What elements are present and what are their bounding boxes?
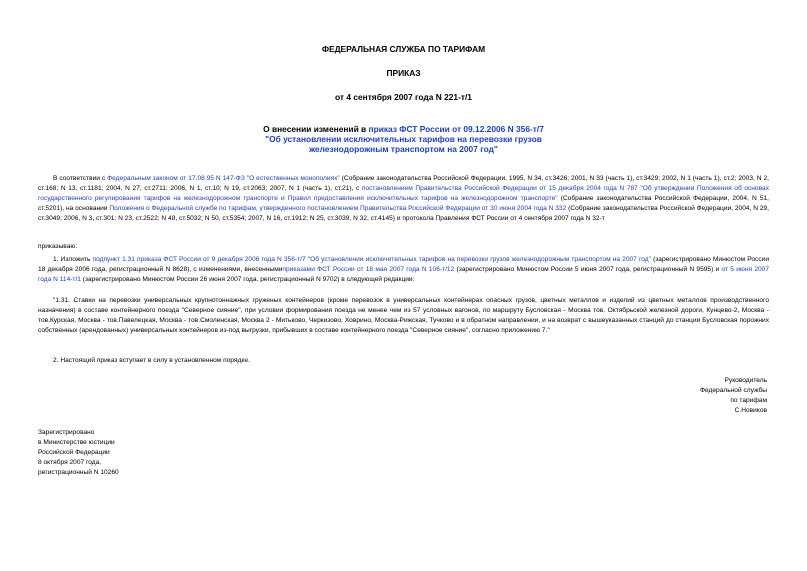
preamble-text-1: В соответствии с [53,175,108,182]
signature-name: С.Новиков [734,407,767,414]
signature-agency: Федеральной службы [699,387,767,394]
registration-number: регистрационный N 10260 [38,469,119,476]
item1-text-2: (зарегистрировано Минюстом России 18 декабря 2006 года, регистрационный N 8628), с изменениями, внесенными [38,256,770,273]
title-link-order-name-1[interactable]: "Об установлении исключительных тарифов на перевозки грузов [265,134,542,144]
item-2-paragraph [38,356,769,366]
item1-text-3: (зарегистрировано Минюстом России 5 июня 2007 года, регистрационный N 9595) и [454,265,722,273]
quote-text: "1.31. Ставки на перевозки универсальных крупнотоннажных груженых контейнеров (кроме перевозок в универсальных контейнерах опасных грузов, цветных металлов и изделий из цветных металлов производственного назначения) в составе контейнерного поезда "Северное сияние", при условии формирования поезда не менее чем из 57 условных вагонов, по маршруту Бусловская - Москва тов. Октябрьской железной дороги, Кунцево-2, Москва - тов.Курская, Москва - тов.Павелецкая, Москва - тов.Смоленская, Москва 2 - Митьково, Черкизово, Ховрино, Москва-Рижская, Тучково и в обратном направлении, и на возврат с вышеуказанных станций до станции Бусловская порожних собственных (арендованных) универсальных контейнеров из-под выгрузки, прибывших в составе контейнерного поезда "Северное сияние", согласно приложению 7." [38,297,769,334]
title-prefix: О внесении изменений в [263,124,369,134]
preamble-text-2: (Собрание законодательства Российской Федерации, 1995, N 34, ст.3426; 2001, N 33 (часть 1), ст.3429; 2002, N 1 (часть 1), ст.2; 2003, N 2, ст.168; N 13, ст.1181; 2004, N 27, ст.2711; 2006, N 1, ст.10; N 19, ст.2063; 2007, N 1 (часть 1), ст.21), с [38,175,769,192]
title-link-order[interactable]: приказ ФСТ России от 09.12.2006 N 356-т/7 [368,124,544,134]
registration-line-1: Зарегистрировано [38,429,95,436]
link-subpoint-1-31[interactable]: подпункт 1.31 приказа ФСТ России от 9 декабря 2006 года N 356-т/7 "Об установлении исключительных тарифов на перевозки грузов железнодорожным транспортом на 2007 год" [92,256,651,263]
registration-date: 8 октября 2007 года, [38,459,102,466]
preamble-paragraph [38,174,769,224]
preamble-text-4: (Собрание законодательства Российской Федерации, 2004, N 29, ст.3049; 2006, N 3, ст.301; N 23, ст.2522; N 48, ст.5032; N 50, ст.5354; 2007, N 16, ст.1912; N 25, ст.3039, N 32, ст.4145) и протокола Правления ФСТ России от 4 сентября 2007 года N 32-т [38,204,769,222]
registration-line-3: Российской Федерации [38,449,110,456]
link-order-106[interactable]: приказами ФСТ России от 18 мая 2007 года N 106-т/12 [282,265,455,273]
doc-type-heading: ПРИКАЗ [386,68,421,78]
orders-text: приказываю: [38,243,78,250]
item2-text: 2. Настоящий приказ вступает в силу в установленном порядке. [53,357,250,364]
title-line-3 [0,144,807,154]
title-link-order-name-2[interactable]: железнодорожным транспортом на 2007 год" [309,144,498,154]
agency-heading: ФЕДЕРАЛЬНАЯ СЛУЖБА ПО ТАРИФАМ [321,44,486,54]
link-government-decree[interactable]: постановлением Правительства Российской Федерации от 15 декабря 2004 года N 787 "Об утверждении Положения об основах государственного регулирования тарифов на железнодорожном транспорте и Правил предоставления исключительных тарифов на железнодорожном транспорте" [38,184,769,202]
signature-title: Руководитель [724,377,767,384]
signature-block [567,376,767,416]
quote-paragraph [38,296,769,336]
registration-line-2: в Министерстве юстиции [38,439,115,446]
item1-text-1: 1. Изложить [53,256,93,263]
orders-label [38,242,769,252]
registration-block [38,428,238,478]
signature-agency-2: по тарифам [730,397,767,404]
item-1-paragraph [38,255,769,285]
title-line-2 [0,134,807,144]
link-federal-law[interactable]: Федеральным законом от 17.08.95 N 147-ФЗ "О естественных монополиях" [107,175,340,182]
preamble-text-3: (Собрание законодательства Российской Федерации, 2004, N 51, ст.5201), на основании [38,194,769,212]
link-fst-regulation[interactable]: Положения о Федеральной службе по тарифам, утвержденного постановлением Правительства Российской Федерации от 30 июня 2004 года N 332 [109,204,567,212]
link-order-114[interactable]: от 5 июня 2007 года N 114-т/1 [38,265,769,283]
date-number-heading: от 4 сентября 2007 года N 221-т/1 [335,92,472,102]
item1-text-4: (зарегистрировано Минюстом России 26 июня 2007 года, регистрационный N 9702) в следующей редакции: [80,275,415,283]
title-line-1 [0,124,807,134]
